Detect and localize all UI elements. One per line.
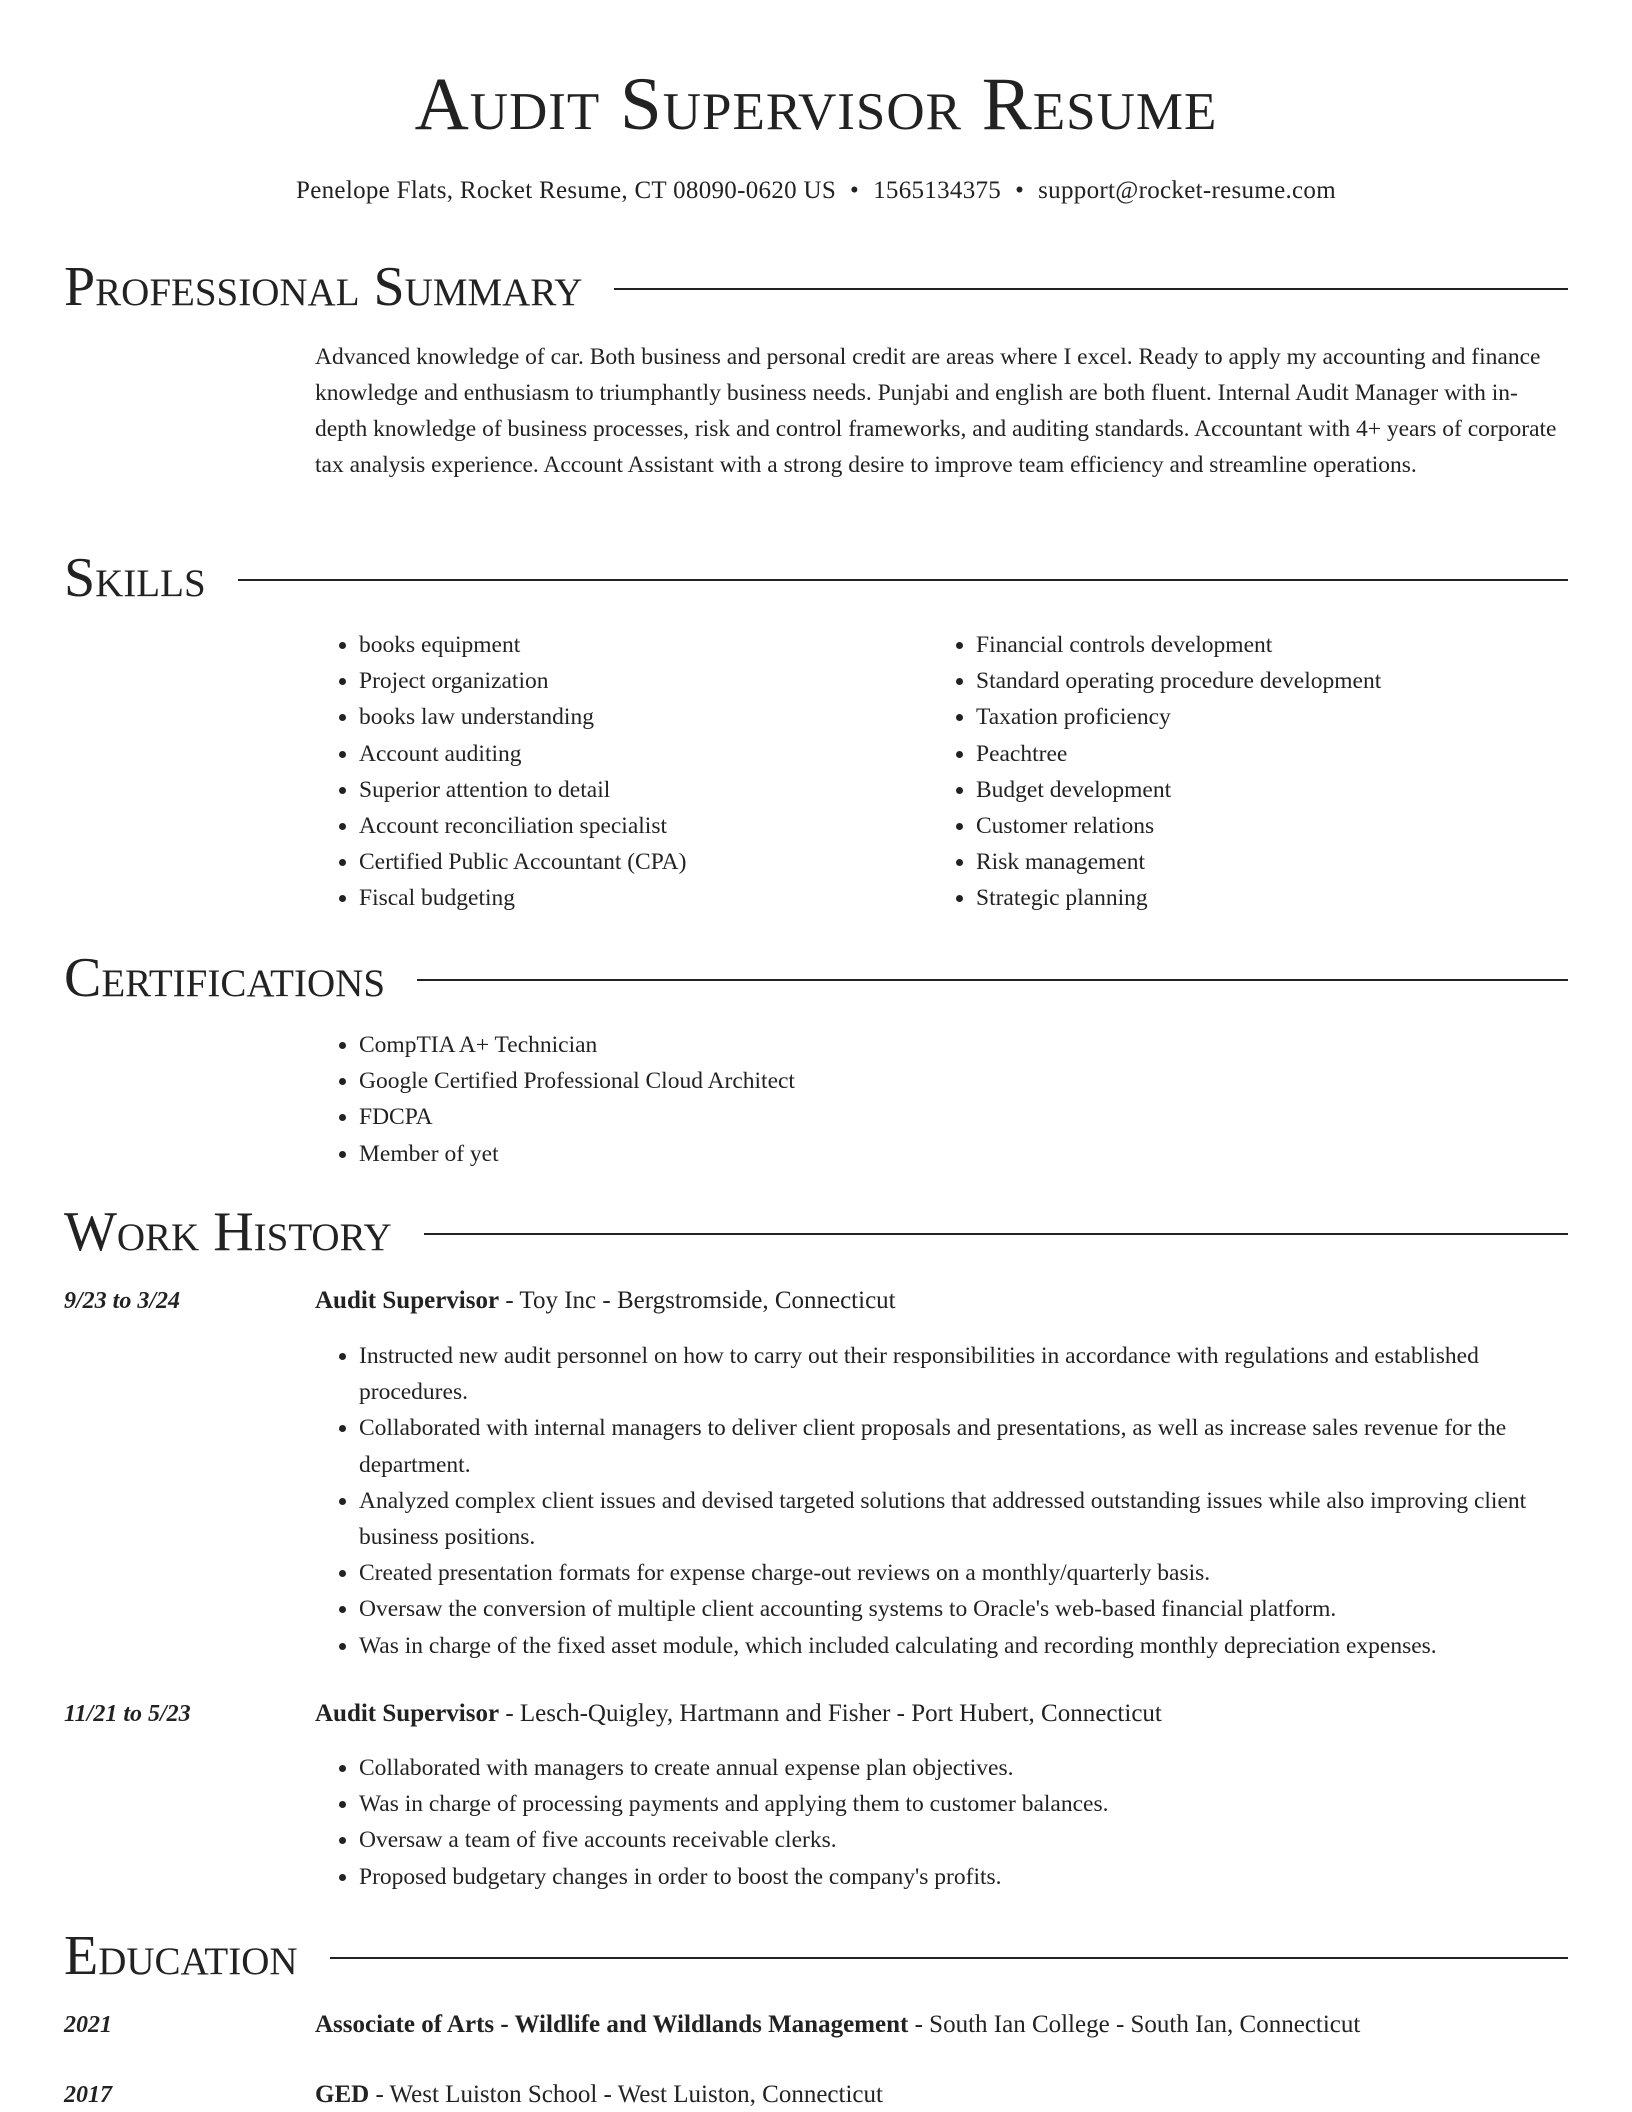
skill-item: • Account reconciliation specialist: [359, 808, 915, 844]
skill-item: • Fiscal budgeting: [359, 880, 915, 916]
job-bullet: • Oversaw a team of five accounts receivable clerks.: [359, 1822, 1568, 1858]
job-details: - Toy Inc - Bergstromside, Connecticut: [499, 1287, 896, 1314]
job-bullets: [315, 1750, 1568, 1895]
skill-item: • Taxation proficiency: [976, 699, 1568, 735]
work-heading: Work History: [64, 1201, 392, 1263]
job-bullet: • Analyzed complex client issues and devised targeted solutions that addressed outstanding issues while also improving client business positions.: [359, 1483, 1568, 1555]
contact-address: Penelope Flats, Rocket Resume, CT 08090-0620 US: [296, 177, 837, 204]
education-year: 2021: [64, 2012, 112, 2038]
skills-heading: Skills: [64, 547, 206, 609]
education-heading: Education: [64, 1925, 298, 1987]
contact-email: support@rocket-resume.com: [1038, 177, 1336, 204]
certification-item: • FDCPA: [359, 1099, 1568, 1135]
skill-item: • Peachtree: [976, 736, 1568, 772]
skills-column-right: [932, 627, 1568, 917]
skill-item: • Standard operating procedure development: [976, 663, 1568, 699]
education-details: - West Luiston School - West Luiston, Connecticut: [369, 2081, 883, 2108]
work-section-header: [64, 1200, 1568, 1264]
skills-column-left: [315, 627, 915, 917]
certification-item: • Member of yet: [359, 1136, 1568, 1172]
contact-phone: 1565134375: [873, 177, 1002, 204]
education-section-header: [64, 1924, 1568, 1988]
education-degree: Associate of Arts - Wildlife and Wildlands Management: [315, 2011, 909, 2038]
job-bullet: • Instructed new audit personnel on how to carry out their responsibilities in accordance with regulations and established procedures.: [359, 1338, 1568, 1410]
job-bullets: [315, 1338, 1568, 1664]
skill-item: • Account auditing: [359, 736, 915, 772]
skill-item: • Budget development: [976, 772, 1568, 808]
section-divider: [417, 979, 1568, 981]
skill-item: • Financial controls development: [976, 627, 1568, 663]
section-divider: [614, 288, 1568, 290]
job-dates: 9/23 to 3/24: [64, 1288, 181, 1314]
job-bullet: • Created presentation formats for expense charge-out reviews on a monthly/quarterly basis.: [359, 1555, 1568, 1591]
job-dates: 11/21 to 5/23: [64, 1701, 191, 1727]
resume-title: Audit Supervisor Resume: [414, 63, 1218, 146]
job-bullet: • Proposed budgetary changes in order to boost the company's profits.: [359, 1859, 1568, 1895]
certifications-list: [315, 1027, 1568, 1172]
contact-separator: •: [850, 177, 860, 204]
certifications-heading: Certifications: [64, 947, 386, 1009]
job-heading: [315, 1284, 1568, 1318]
summary-text: Advanced knowledge of car. Both business and personal credit are areas where I excel. Ready to apply my accounting and finance knowledge and enthusiasm to triumphantly business needs. Punjabi and english are both fluent. Internal Audit Manager with in-depth knowledge of business processes, risk and control frameworks, and auditing standards. Accountant with 4+ years of corporate tax analysis experience. Account Assistant with a strong desire to improve team efficiency and streamline operations.: [315, 344, 1557, 478]
job-title: Audit Supervisor: [315, 1287, 500, 1314]
skill-item: • books equipment: [359, 627, 915, 663]
job-bullet: • Collaborated with managers to create annual expense plan objectives.: [359, 1750, 1568, 1786]
skill-item: • books law understanding: [359, 699, 915, 735]
contact-line: [64, 174, 1568, 208]
summary-section-header: [64, 255, 1568, 319]
job-details: - Lesch-Quigley, Hartmann and Fisher - Port Hubert, Connecticut: [499, 1700, 1162, 1727]
skills-section-header: [64, 546, 1568, 610]
skill-item: • Project organization: [359, 663, 915, 699]
contact-separator: •: [1015, 177, 1025, 204]
job-heading: [315, 1697, 1568, 1731]
section-divider: [238, 579, 1568, 581]
job-bullet: • Was in charge of processing payments and applying them to customer balances.: [359, 1786, 1568, 1822]
skill-item: • Customer relations: [976, 808, 1568, 844]
job-title: Audit Supervisor: [315, 1700, 500, 1727]
certification-item: • CompTIA A+ Technician: [359, 1027, 1568, 1063]
section-divider: [330, 1957, 1568, 1959]
education-year: 2017: [64, 2082, 112, 2108]
education-entry: [315, 2008, 1568, 2042]
skill-item: • Strategic planning: [976, 880, 1568, 916]
certifications-section-header: [64, 946, 1568, 1010]
job-bullet: • Collaborated with internal managers to deliver client proposals and presentations, as well as increase sales revenue for the department.: [359, 1410, 1568, 1482]
job-bullet: • Was in charge of the fixed asset module, which included calculating and recording monthly depreciation expenses.: [359, 1628, 1568, 1664]
education-degree: GED: [315, 2081, 370, 2108]
skill-item: • Superior attention to detail: [359, 772, 915, 808]
skill-item: • Certified Public Accountant (CPA): [359, 844, 915, 880]
section-divider: [424, 1233, 1568, 1235]
education-entry: [315, 2078, 1568, 2112]
skill-item: • Risk management: [976, 844, 1568, 880]
summary-heading: Professional Summary: [64, 256, 583, 318]
education-details: - South Ian College - South Ian, Connecticut: [908, 2011, 1361, 2038]
job-bullet: • Oversaw the conversion of multiple client accounting systems to Oracle's web-based financial platform.: [359, 1591, 1568, 1627]
certification-item: • Google Certified Professional Cloud Architect: [359, 1063, 1568, 1099]
